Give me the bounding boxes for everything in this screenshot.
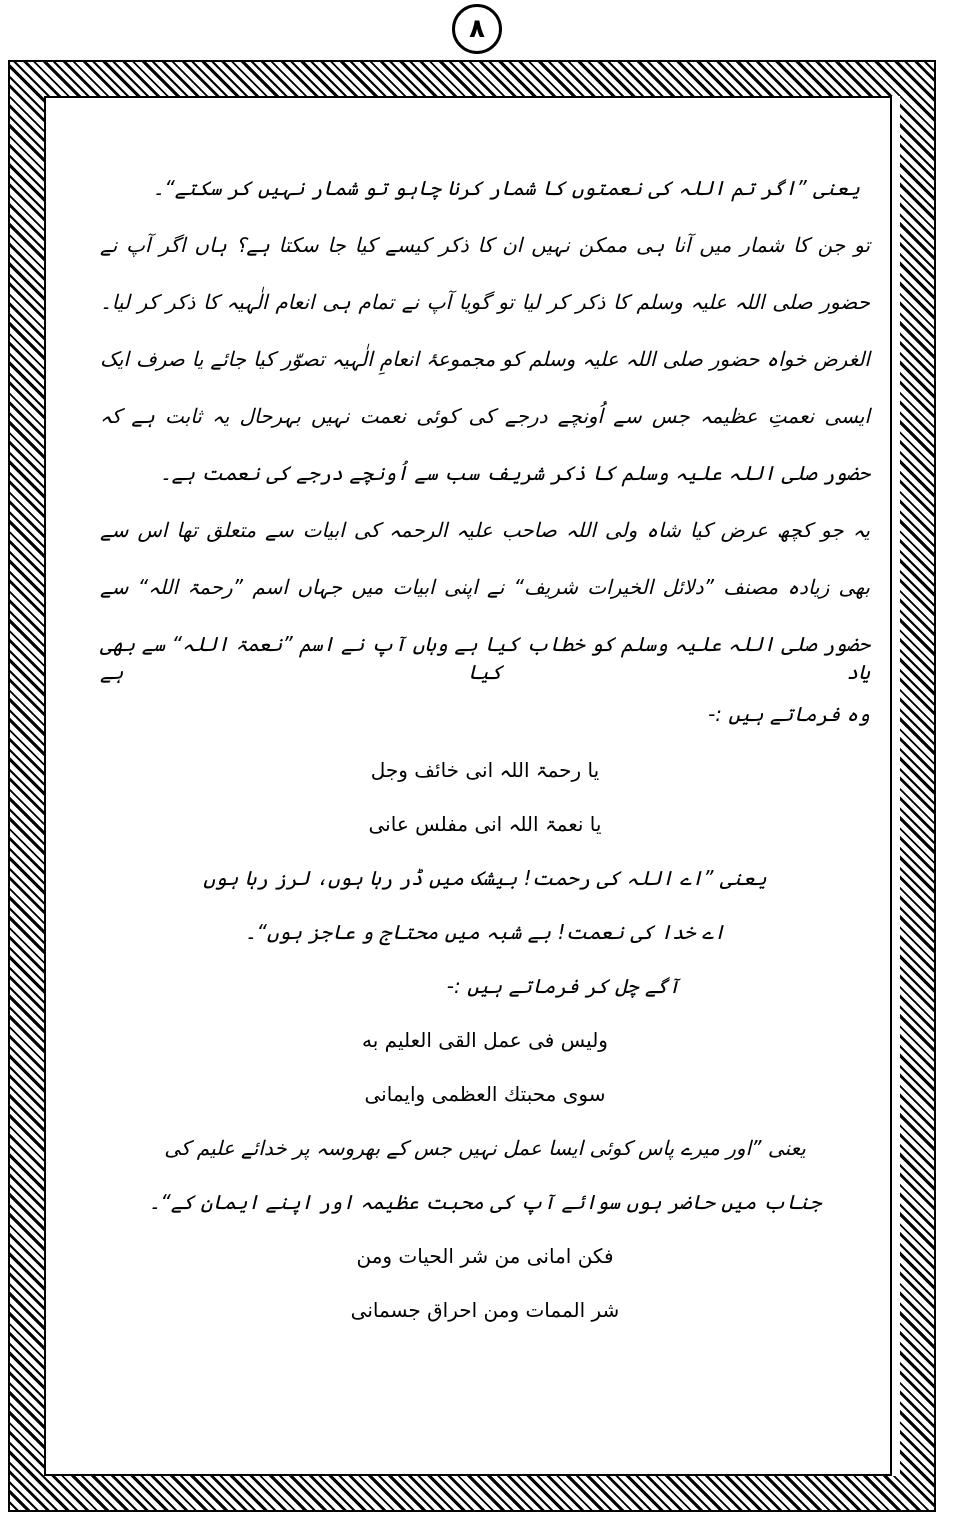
paragraph-line: تو جن کا شمار میں آنا ہی ممکن نہیں ان کا ذکر کیسے کیا جا سکتا ہے؟ ہاں اگر آپ نے [100,233,870,257]
translation-line: جناب میں حاضر ہوں سوائے آپ کی محبت عظیمہ اور اپنے ایمان کے“۔ [148,1190,822,1214]
paragraph-line: یعنی ”اگر تم اللہ کی نعمتوں کا شمار کرنا چاہو تو شمار نہیں کر سکتے“۔ [152,176,860,200]
paragraph-line: یہ جو کچھ عرض کیا شاہ ولی اللہ صاحب علیہ الرحمہ کی ابیات سے متعلق تھا اس سے [100,518,870,542]
paragraph-line: حضور صلی اللہ علیہ وسلم کا ذکر شریف سب سے اُونچے درجے کی نعمت ہے۔ [159,461,870,485]
paragraph-line: بھی زیادہ مصنف ”دلائل الخیرات شریف“ نے اپنی ابیات میں جہاں اسم ”رحمۃ اللہ“ سے [100,575,870,599]
arabic-verse: شر الممات ومن احراق جسمانی [350,1298,620,1322]
paragraph-line: ایسی نعمتِ عظیمہ جس سے اُونچے درجے کی کوئی نعمت نہیں بہرحال یہ ثابت ہے کہ [100,404,870,428]
paragraph-line: حضور صلی اللہ علیہ وسلم کا ذکر کر لیا تو گویا آپ نے تمام ہی انعام الٰہیہ کا ذکر کر لیا۔ [100,290,870,314]
page-text [100,160,870,1337]
arabic-verse: فکن امانی من شر الحیات ومن [356,1244,614,1268]
translation-line: یعنی ”اے اللہ کی رحمت! بیشک میں ڈر رہا ہوں، لرز رہا ہوں [203,866,767,890]
page-number: ٨ [452,4,502,54]
arabic-verse: یا رحمۃ اللہ انی خائف وجل [370,758,600,782]
arabic-verse: یا نعمۃ اللہ انی مفلس عانی [368,812,602,836]
translation-line: یعنی ”اور میرے پاس کوئی ایسا عمل نہیں جس کے بھروسہ پر خدائے علیم کی [164,1136,806,1160]
arabic-verse: سوی محبتك العظمی وایمانی [364,1082,606,1106]
arabic-verse: ولیس فی عمل القی العلیم به [362,1028,608,1052]
paragraph-line: وہ فرماتے ہیں :- [708,702,870,726]
paragraph-line: حضور صلی اللہ علیہ وسلم کو خطاب کیا ہے وہاں آپ نے اسم ”نعمۃ اللہ“ سے بھی یاد کیا ہے [100,632,870,684]
translation-line: اے خدا کی نعمت! بے شبہ میں محتاج و عاجز ہوں“۔ [244,920,726,944]
paragraph-line: الغرض خواہ حضور صلی اللہ علیہ وسلم کو مجموعۂ انعامِ الٰہیہ تصوّر کیا جائے یا صرف ایک [100,347,870,371]
continuation-line: آگے چل کر فرماتے ہیں :- [446,974,680,998]
